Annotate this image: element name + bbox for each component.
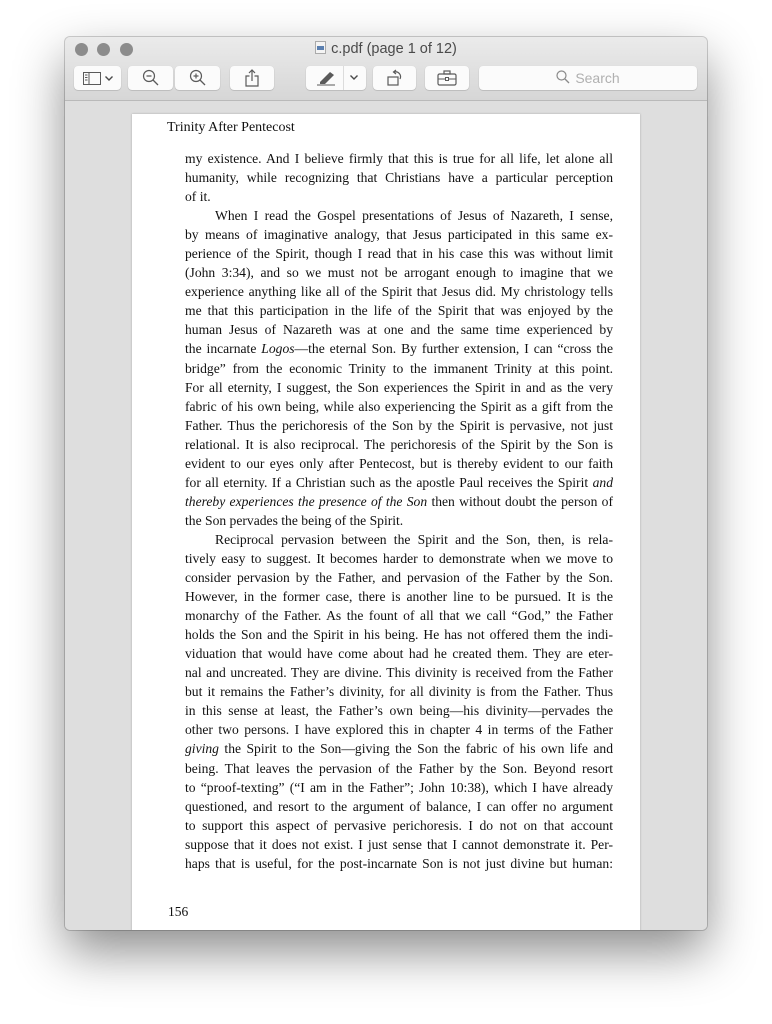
text-line [185, 168, 613, 187]
text-segment: to support this aspect of pervasive perichoresis. I do not on that account [185, 817, 613, 833]
chevron-down-icon [105, 76, 113, 81]
italic-text: and [592, 474, 613, 490]
text-segment: evident to our eyes only after Pentecost, but is thereby evident to our faith [185, 455, 613, 471]
text-line [185, 835, 613, 854]
window-title [65, 41, 707, 57]
pdf-document-icon [315, 41, 326, 54]
text-segment: viduation that would have come about had he created them. They are eter- [185, 646, 613, 662]
page-number: 156 [168, 904, 189, 919]
text-segment: other two persons. I have explored this in chapter 4 in terms of the Father [185, 722, 613, 738]
text-segment: my existence. And I believe firmly that this is true for all life, let alone all [185, 151, 613, 166]
toolbox-button[interactable] [425, 66, 469, 90]
text-line [185, 587, 613, 606]
text-line [185, 701, 613, 720]
text-line [185, 454, 613, 473]
text-segment: However, in the former case, there is another line to be pursued. It is the [185, 589, 613, 605]
text-line [185, 682, 613, 701]
text-segment: perience of the Spirit, though I read that in his case this was without limit [185, 246, 613, 262]
sidebar-toggle-button[interactable] [74, 66, 121, 90]
search-placeholder: Search [575, 70, 620, 86]
text-segment: Reciprocal pervasion between the Spirit and the Son, then, is rela- [215, 531, 613, 547]
text-segment: holds the Son and the Spirit in his being. He has not offered them the indi- [185, 627, 613, 643]
text-line [185, 739, 613, 758]
text-segment: For all eternity, I suggest, the Son experiences the Spirit in and as the very [185, 379, 613, 395]
text-segment: in this sense at least, the Father’s own being—his divinity—pervades the [185, 703, 613, 719]
share-icon [245, 69, 259, 87]
text-line [185, 720, 613, 739]
page-body-text [185, 149, 613, 873]
text-segment: (John 3:34), and so we must not be arrogant enough to imagine that we [185, 265, 613, 281]
zoom-out-icon [142, 69, 160, 87]
text-line [185, 530, 613, 549]
rotate-left-icon [386, 69, 404, 87]
text-line [185, 206, 613, 225]
search-field[interactable] [479, 66, 697, 90]
highlighter-pen-icon [316, 70, 336, 86]
text-segment: the Spirit to the Son—giving the Son the fabric of his own life and [218, 741, 613, 757]
text-line [185, 549, 613, 568]
text-segment: then without doubt the person of [427, 493, 613, 509]
text-line [185, 301, 613, 320]
text-line [185, 625, 613, 644]
text-line [185, 606, 613, 625]
text-segment: When I read the Gospel presentations of Jesus of Nazareth, I sense, [215, 208, 613, 224]
preview-window [65, 37, 707, 930]
text-segment: the incarnate [185, 341, 262, 357]
text-segment: nal and uncreated. They are divine. This divinity is received from the Father [185, 665, 613, 681]
text-line [185, 473, 613, 492]
text-line [185, 263, 613, 282]
text-line [185, 187, 613, 206]
italic-text: thereby experiences the presence of the Son [185, 493, 428, 509]
text-segment: monarchy of the Father. As the fount of all that we call “God,” the Father [185, 608, 613, 624]
text-line [185, 663, 613, 682]
text-segment: tively easy to suggest. It becomes harder to demonstrate when we move to [185, 550, 613, 566]
text-line [185, 797, 613, 816]
text-line [185, 416, 613, 435]
text-line [185, 378, 613, 397]
text-segment: suppose that it does not exist. I just sense that I cannot demonstrate it. Per- [185, 836, 613, 852]
markup-divider [343, 66, 344, 90]
text-line [185, 511, 613, 530]
text-segment: by means of imaginative analogy, that Jesus participated in this same ex- [185, 227, 613, 243]
text-line [185, 244, 613, 263]
text-segment: of it. [185, 189, 211, 205]
text-line [185, 397, 613, 416]
search-icon [556, 70, 570, 87]
text-line [185, 644, 613, 663]
zoom-out-button[interactable] [128, 66, 173, 90]
text-segment: humanity, while recognizing that Christians have a particular perception [185, 170, 613, 186]
toolbox-icon [437, 70, 457, 86]
rotate-button[interactable] [373, 66, 416, 90]
text-line [185, 339, 613, 358]
text-line [185, 225, 613, 244]
title-bar [65, 37, 707, 101]
text-segment: to “proof-texting” (“I am in the Father”; John 10:38), which I have already [185, 779, 613, 795]
text-segment: but it remains the Father’s divinity, for all divinity is from the Father. Thus [185, 684, 613, 700]
text-segment: being. That leaves the pervasion of the Father by the Son. Beyond resort [185, 760, 613, 776]
running-head: Trinity After Pentecost [167, 120, 295, 135]
share-button[interactable] [230, 66, 274, 90]
italic-text: Logos [261, 341, 295, 357]
text-line [185, 492, 613, 511]
text-segment: Father. Thus the perichoresis of the Son by the Spirit is pervasive, not just [185, 417, 613, 433]
pdf-page [132, 114, 640, 930]
markup-options-chevron-icon[interactable] [350, 75, 358, 80]
text-line [185, 568, 613, 587]
text-line [185, 759, 613, 778]
text-line [185, 320, 613, 339]
text-line [185, 435, 613, 454]
text-line [185, 816, 613, 835]
text-segment: consider pervasion by the Father, and pervasion of the Father by the Son. [185, 570, 613, 586]
text-line [185, 282, 613, 301]
text-segment: me that this participation in the life of the Spirit that was enjoyed by the [185, 303, 613, 319]
text-line [185, 854, 613, 873]
sidebar-icon [83, 72, 101, 85]
text-segment: human Jesus of Nazareth was at one and the same time experienced by [185, 322, 613, 338]
window-title-text: c.pdf (page 1 of 12) [331, 41, 457, 57]
text-segment: bridge” from the economic Trinity to the immanent Trinity at this point. [185, 360, 613, 376]
italic-text: giving [185, 741, 219, 757]
text-segment: for all eternity. If a Christian such as the apostle Paul receives the Spirit [185, 474, 593, 490]
text-segment: —the eternal Son. By further extension, I can “cross the [294, 341, 613, 357]
text-segment: the Son pervades the being of the Spirit. [185, 512, 404, 528]
text-segment: questioned, and resort to the argument of balance, I can offer no argument [185, 798, 613, 814]
text-line [185, 149, 613, 168]
document-viewport[interactable] [65, 101, 707, 930]
text-line [185, 359, 613, 378]
text-segment: relational. It is also reciprocal. The perichoresis of the Spirit by the Son is [185, 436, 613, 452]
text-segment: haps that is useful, for the post-incarnate Son is not just divine but human: [185, 855, 613, 871]
markup-button[interactable] [306, 66, 366, 90]
text-line [185, 778, 613, 797]
zoom-in-icon [189, 69, 207, 87]
text-segment: fabric of his own being, while also experiencing the Spirit as a gift from the [185, 398, 613, 414]
text-segment: experience anything like all of the Spirit that Jesus did. My christology tells [185, 284, 613, 300]
zoom-in-button[interactable] [175, 66, 220, 90]
